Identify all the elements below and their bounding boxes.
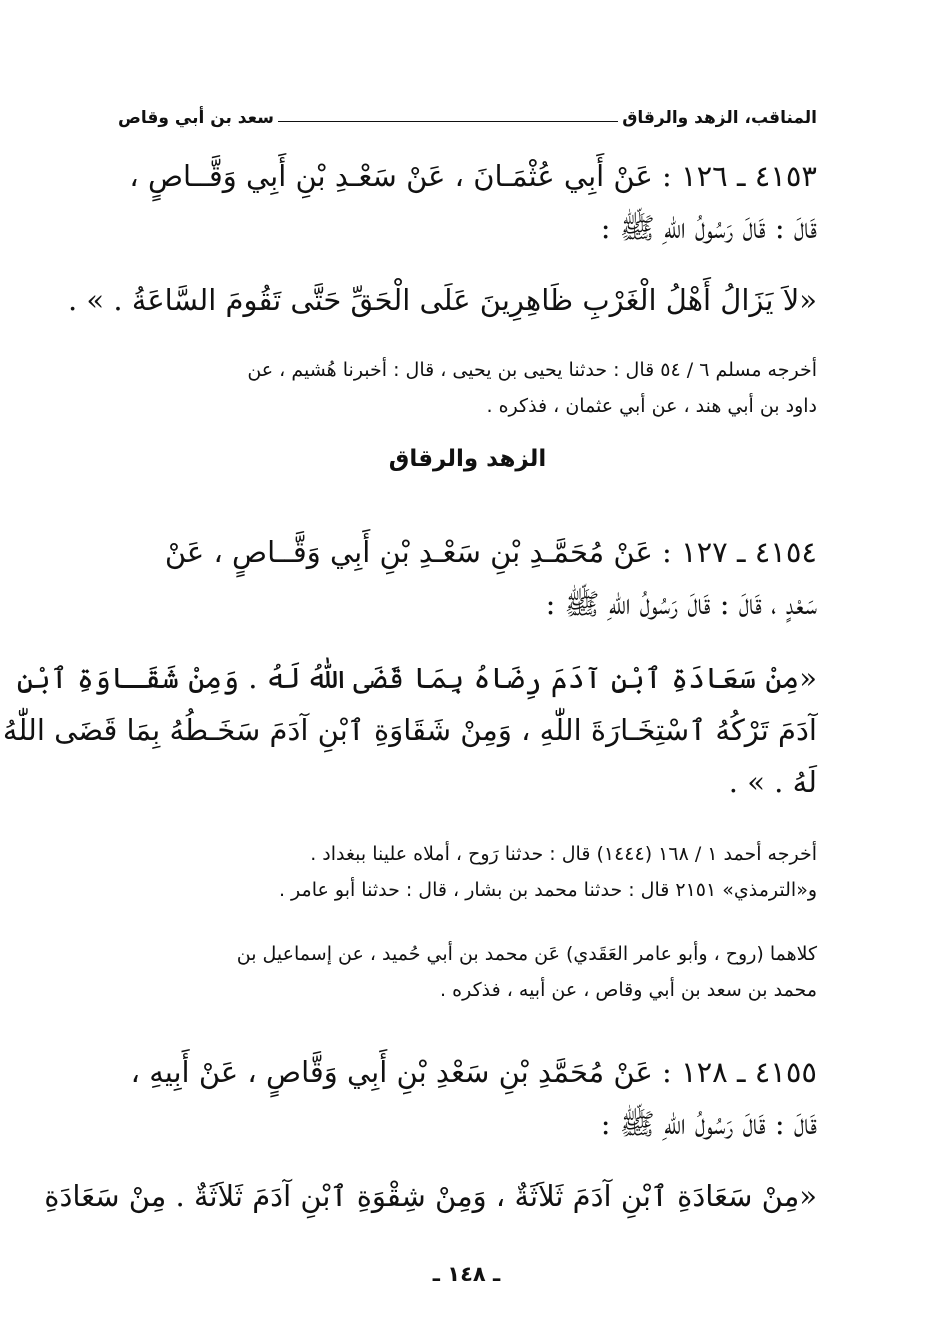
takhrij-line: و«الترمذي» ٢١٥١ قال : حدثنا محمد بن بشار ، قال : حدثنا أبو عامر . [278, 879, 817, 901]
hadith-4154-isnad [118, 526, 817, 630]
matn-line: آدَمَ تَرْكُهُ ٱسْتِخَـارَةَ اللّٰهِ ، وَمِنْ شَقَاوَةِ ٱبْنِ آدَمَ سَخَـطُهُ بِمَا قَضَى اللّٰهُ [2, 713, 817, 747]
hadith-line: سَعْدٍ ، قَالَ : قَالَ رَسُولُ اللّٰهِ ﷺ : [545, 587, 817, 621]
takhrij-line: داود بن أبي هند ، عن أبي عثمان ، فذكره . [486, 395, 817, 417]
takhrij-line: أخرجه أحمد ١ / ١٦٨ (١٤٤٤) قال : حدثنا رَوح ، أملاه علينا ببغداد . [310, 843, 817, 865]
takhrij-line: محمد بن سعد بن أبي وقاص ، عن أبيه ، فذكره . [440, 979, 817, 1001]
hadith-4153-takhrij [118, 352, 817, 424]
hadith-line: قَالَ : قَالَ رَسُولُ اللّٰهِ ﷺ : [600, 211, 817, 245]
hadith-4154-takhrij-2 [118, 936, 817, 1008]
hadith-4154-takhrij-1 [118, 836, 817, 908]
hadith-line: ٤١٥٥ ـ ١٢٨ : عَنْ مُحَمَّدِ بْنِ سَعْدِ بْنِ أَبِي وَقَّاصٍ ، عَنْ أَبِيهِ ، [130, 1055, 817, 1089]
hadith-4153-matn [68, 274, 817, 326]
matn-line: «مِنْ سَعَادَةِ ٱبْنِ آدَمَ رِضَاهُ بِمَا قَضَى اللّٰهُ لَهُ . وَمِنْ شَقَـاوَةِ ٱبْنِ [16, 661, 817, 695]
hadith-4155-isnad [118, 1046, 817, 1150]
hadith-4155-matn [44, 1170, 817, 1222]
hadith-4153-isnad [118, 150, 817, 254]
matn-line: «لاَ يَزَالُ أَهْلُ الْغَرْبِ ظَاهِرِينَ عَلَى الْحَقِّ حَتَّى تَقُومَ السَّاعَةُ . » . [68, 283, 817, 317]
matn-line: لَهُ . » . [728, 765, 817, 799]
hadith-line: ٤١٥٤ ـ ١٢٧ : عَنْ مُحَمَّـدِ بْنِ سَعْـدِ بْنِ أَبِي وَقَّــاصٍ ، عَنْ [164, 535, 817, 569]
takhrij-line: أخرجه مسلم ٦ / ٥٤ قال : حدثنا يحيى بن يحيى ، قال : أخبرنا هُشيم ، عن [247, 359, 817, 381]
hadith-line: ٤١٥٣ ـ ١٢٦ : عَنْ أَبِي عُثْمَـانَ ، عَنْ سَعْـدِ بْنِ أَبِي وَقَّــاصٍ ، [129, 159, 817, 193]
section-title: الزهد والرقاق [388, 446, 547, 472]
hadith-4154-matn [2, 652, 817, 808]
header-right-text: المناقب، الزهد والرقاق [622, 108, 817, 128]
running-header [118, 98, 817, 128]
page-number: ـ ١٤٨ ـ [432, 1262, 501, 1286]
header-rule [278, 121, 618, 122]
hadith-line: قَالَ : قَالَ رَسُولُ اللّٰهِ ﷺ : [600, 1107, 817, 1141]
takhrij-line: كلاهما (روح ، وأبو عامر العَقَدي) عَن محمد بن أبي حُميد ، عن إسماعيل بن [236, 943, 817, 965]
header-left-text: سعد بن أبي وقاص [118, 108, 274, 128]
matn-line: «مِنْ سَعَادَةِ ٱبْنِ آدَمَ ثَلاَثَةٌ ، وَمِنْ شِقْوَةِ ٱبْنِ آدَمَ ثَلاَثَةٌ . مِنْ سَعَادَةِ [44, 1179, 817, 1213]
